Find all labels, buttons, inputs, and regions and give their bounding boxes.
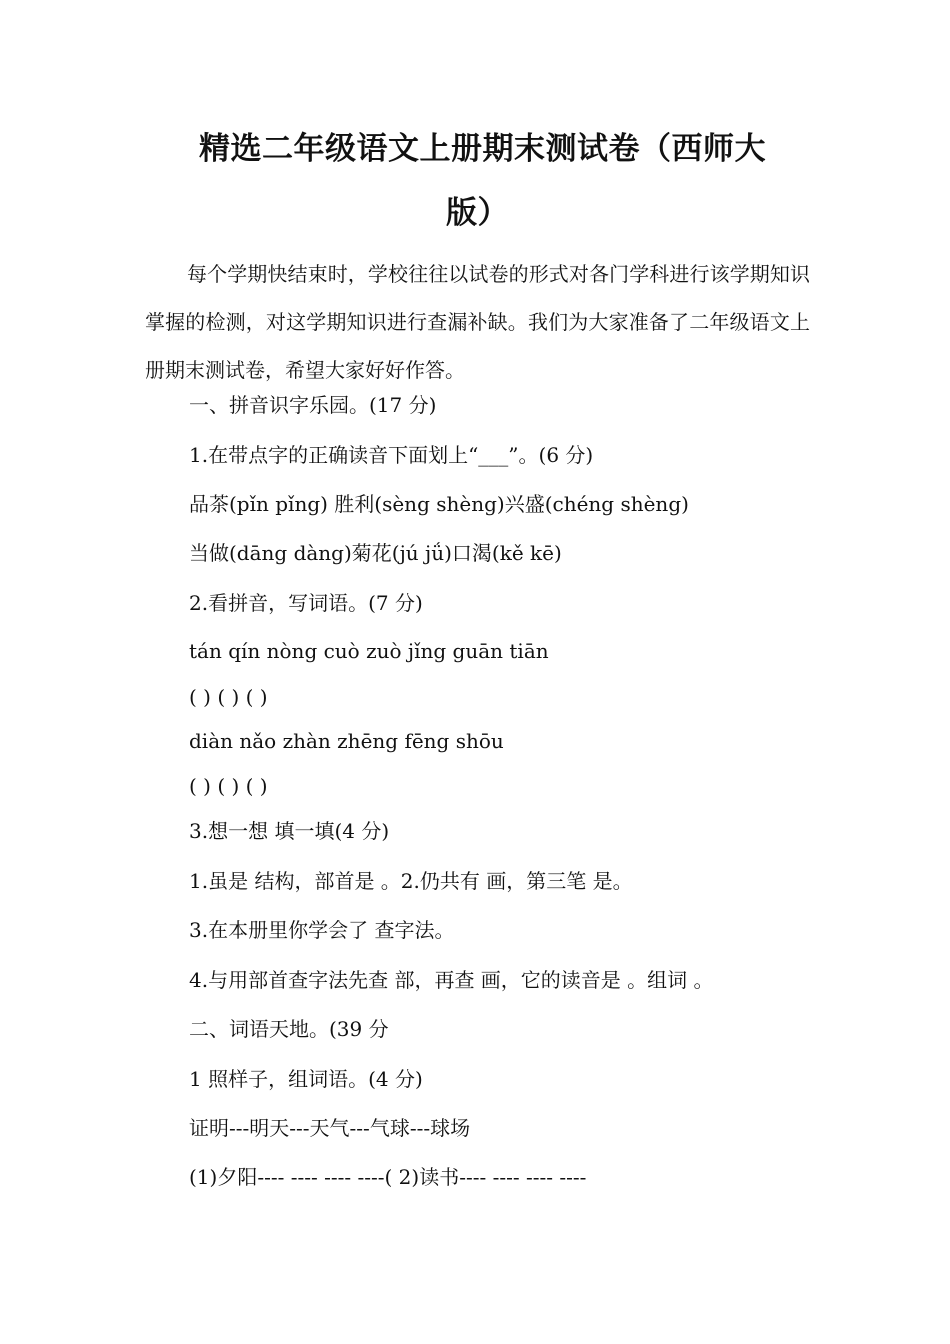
fill-item-4: 4.与用部首查字法先查 部，再查 画，它的读音是 。组词 。 bbox=[189, 968, 714, 992]
section-heading-1: 一、拼音识字乐园。(17 分) bbox=[189, 393, 437, 417]
question-1-3: 3.想一想 填一填(4 分) bbox=[189, 819, 390, 843]
pinyin-line-1: tán qín nòng cuò zuò jǐng guān tiān bbox=[189, 639, 549, 663]
fill-item-3: 3.在本册里你学会了 查字法。 bbox=[189, 918, 455, 942]
fill-item-1: 1.虽是 结构，部首是 。2.仍共有 画，第三笔 是。 bbox=[189, 869, 633, 893]
document-title bbox=[145, 117, 810, 245]
intro-paragraph: 每个学期快结束时，学校往往以试卷的形式对各门学科进行该学期知识掌握的检测，对这学期知识进行查漏补缺。我们为大家准备了二年级语文上册期末测试卷，希望大家好好作答。 bbox=[145, 262, 810, 382]
answer-blanks-1: ( ) ( ) ( ) bbox=[189, 685, 268, 709]
question-1-2: 2.看拼音，写词语。(7 分) bbox=[189, 591, 423, 615]
question-1-1: 1.在带点字的正确读音下面划上“___”。(6 分) bbox=[189, 443, 594, 467]
title-line-1: 精选二年级语文上册期末测试卷（西师大 bbox=[199, 131, 766, 167]
example-chain: 证明---明天---天气---气球---球场 bbox=[189, 1116, 471, 1140]
pinyin-choice-line-2: 当做(dāng dàng)菊花(jú jǘ)口渴(kě kē) bbox=[189, 541, 562, 565]
pinyin-line-2: diàn nǎo zhàn zhēng fēng shōu bbox=[189, 729, 504, 753]
answer-blanks-2: ( ) ( ) ( ) bbox=[189, 774, 268, 798]
pinyin-choice-line-1: 品茶(pǐn pǐng) 胜利(sèng shèng)兴盛(chéng shèng) bbox=[189, 492, 689, 516]
exercise-chain: (1)夕阳---- ---- ---- ----( 2)读书---- ---- ---- ---- bbox=[189, 1165, 587, 1189]
section-heading-2: 二、词语天地。(39 分 bbox=[189, 1017, 389, 1041]
title-line-2: 版） bbox=[446, 195, 509, 231]
question-2-1: 1 照样子，组词语。(4 分) bbox=[189, 1067, 423, 1091]
